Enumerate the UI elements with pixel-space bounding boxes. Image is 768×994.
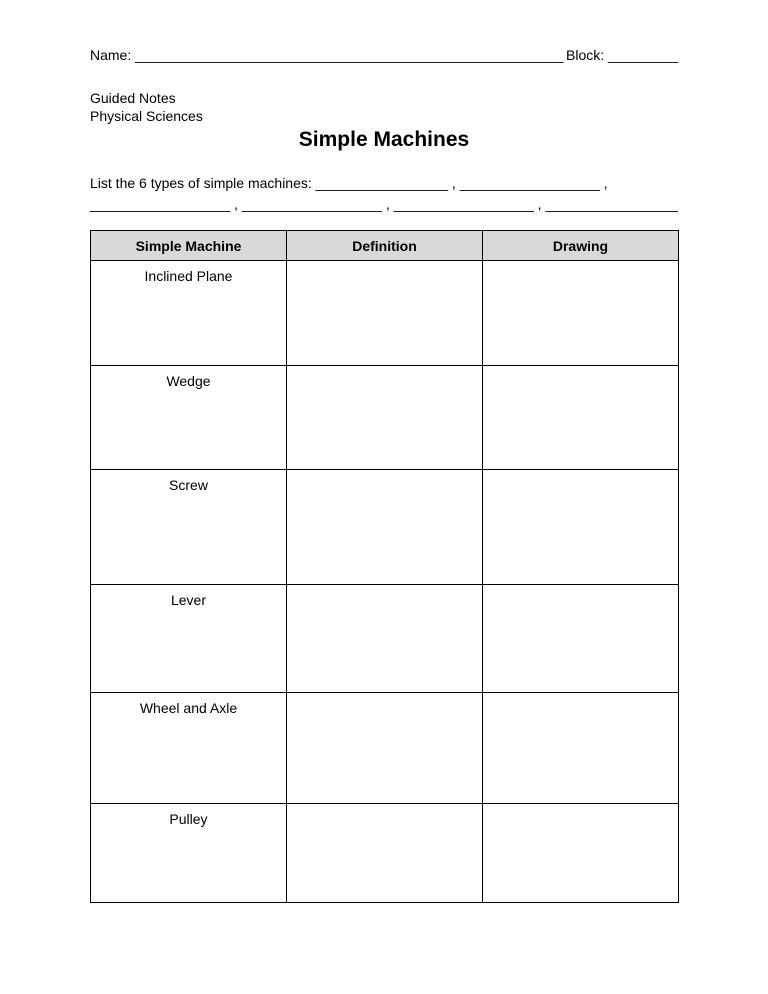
table-row xyxy=(91,804,679,903)
machine-name: Wheel and Axle xyxy=(91,693,287,804)
table-row xyxy=(91,585,679,693)
drawing-cell[interactable] xyxy=(483,693,679,804)
machine-name: Inclined Plane xyxy=(91,261,287,366)
drawing-cell[interactable] xyxy=(483,261,679,366)
definition-cell[interactable] xyxy=(287,804,483,903)
table-header-row xyxy=(91,231,679,261)
page-title: Simple Machines xyxy=(298,128,470,151)
drawing-cell[interactable] xyxy=(483,366,679,470)
list-prompt-line-2[interactable]: __________________ , __________________ , __________________ , _________________ xyxy=(90,196,678,212)
header-drawing: Drawing xyxy=(483,231,679,261)
machine-name: Lever xyxy=(91,585,287,693)
name-field[interactable]: Name: _______________________________________________________ xyxy=(90,47,564,63)
machine-name: Pulley xyxy=(91,804,287,903)
definition-cell[interactable] xyxy=(287,693,483,804)
drawing-cell[interactable] xyxy=(483,804,679,903)
list-prompt-line-1[interactable]: List the 6 types of simple machines: _________________ , __________________ , xyxy=(90,175,608,191)
notes-type-label: Guided Notes xyxy=(90,90,176,106)
header-simple-machine: Simple Machine xyxy=(91,231,287,261)
table-row xyxy=(91,470,679,585)
course-label: Physical Sciences xyxy=(90,108,203,124)
table-row xyxy=(91,693,679,804)
definition-cell[interactable] xyxy=(287,261,483,366)
definition-cell[interactable] xyxy=(287,366,483,470)
drawing-cell[interactable] xyxy=(483,585,679,693)
header-definition: Definition xyxy=(287,231,483,261)
notes-table xyxy=(90,230,679,903)
definition-cell[interactable] xyxy=(287,585,483,693)
table-row xyxy=(91,261,679,366)
machine-name: Wedge xyxy=(91,366,287,470)
machine-name: Screw xyxy=(91,470,287,585)
block-field[interactable]: Block: _________ xyxy=(566,47,679,63)
definition-cell[interactable] xyxy=(287,470,483,585)
drawing-cell[interactable] xyxy=(483,470,679,585)
table-row xyxy=(91,366,679,470)
